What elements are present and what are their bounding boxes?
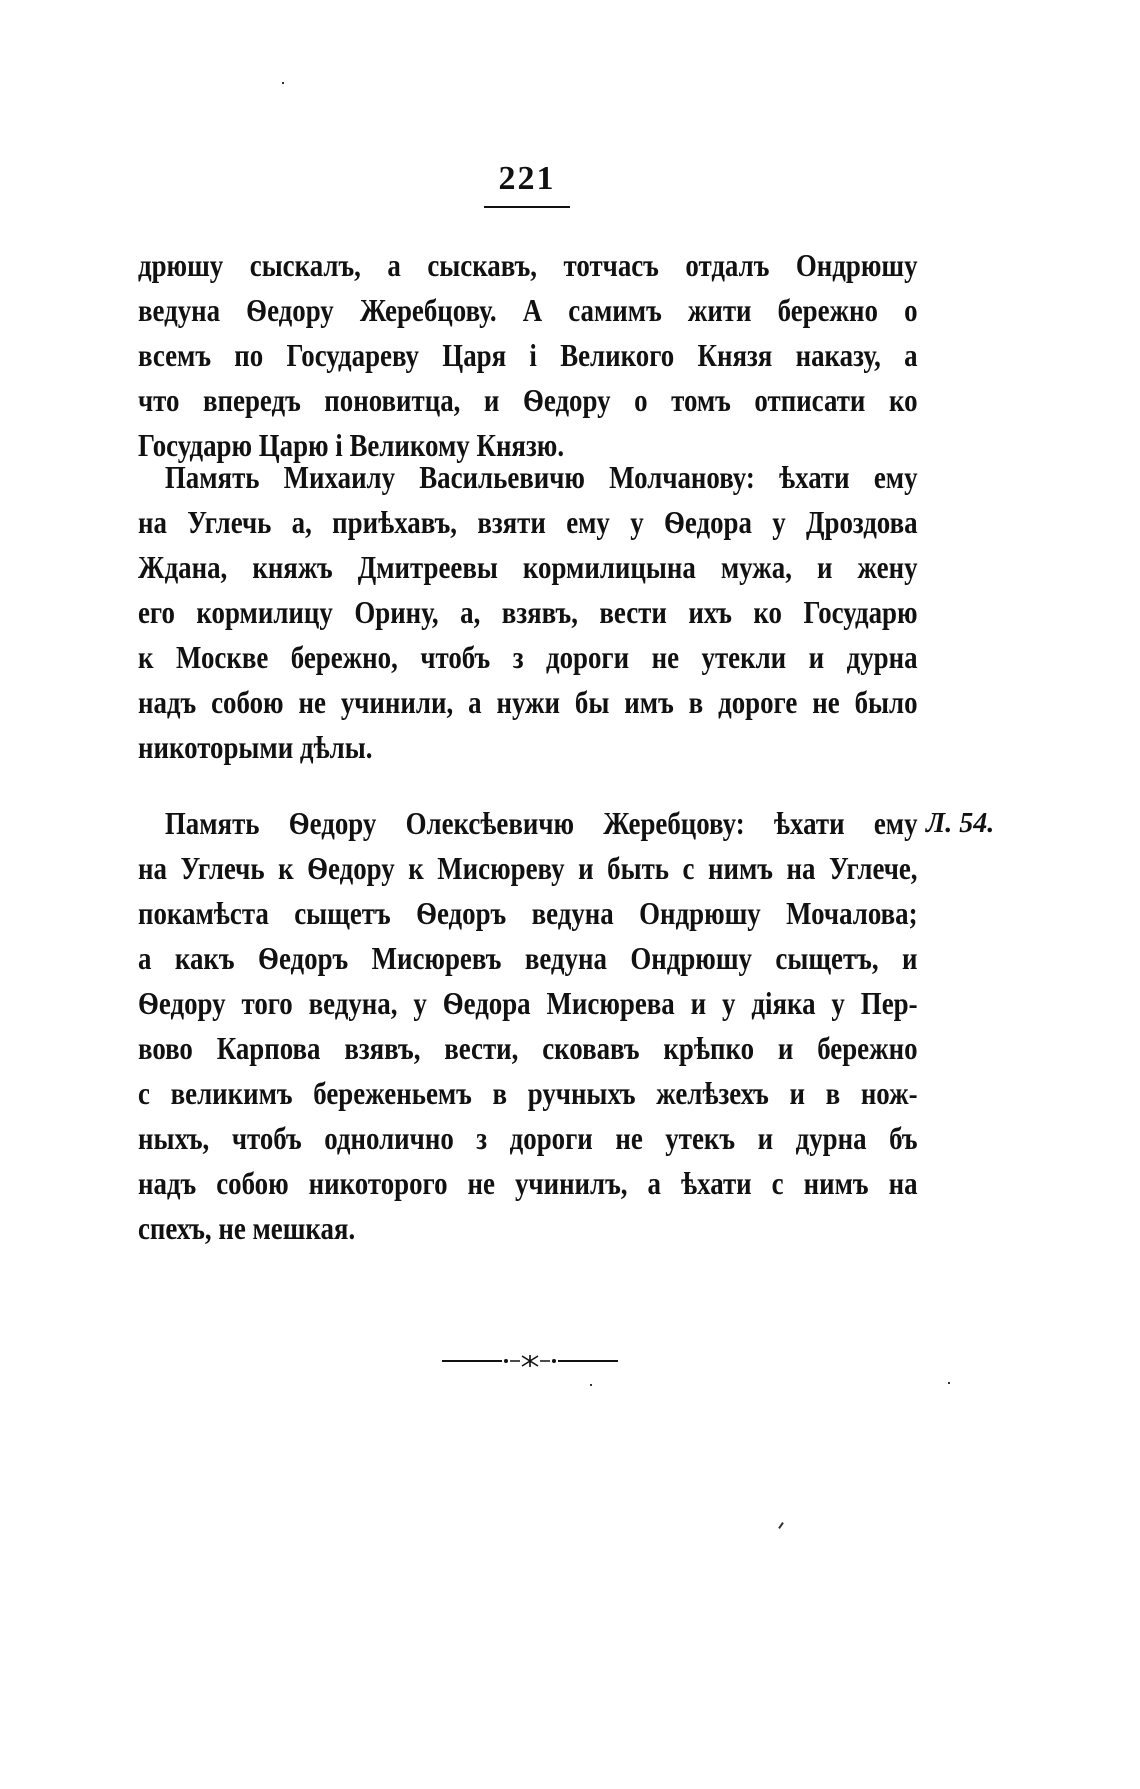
paragraph-2 (138, 455, 918, 770)
text-line: на Углечь а, приѣхавъ, взяти ему у Ѳедора у Дроздова (138, 504, 918, 540)
text-line: Ждана, княжъ Дмитреевы кормилицына мужа, и жену (138, 549, 918, 585)
speck-mark (590, 1384, 592, 1386)
speck-mark (282, 82, 284, 84)
text-line: никоторыми дѣлы. (138, 729, 373, 765)
paragraph-3 (138, 801, 918, 1251)
text-line: надъ собою никоторого не учинилъ, а ѣхати с нимъ на (138, 1165, 918, 1201)
text-line: на Углечь к Ѳедору к Мисюреву и быть с нимъ на Углече, (138, 850, 918, 886)
section-end-ornament (440, 1354, 620, 1368)
text-line: Память Михаилу Васильевичю Молчанову: ѣхати ему (164, 459, 918, 495)
text-line: ныхъ, чтобъ одноличнo з дороги не утекъ и дурна бъ (138, 1120, 918, 1156)
paragraph-1 (138, 243, 918, 468)
text-line: к Москве бережно, чтобъ з дороги не утекли и дурна (138, 639, 918, 675)
text-line: Государю Царю і Великому Князю. (138, 427, 565, 463)
text-line: его кормилицу Орину, а, взявъ, вести ихъ ко Государю (138, 594, 918, 630)
text-line: а какъ Ѳедоръ Мисюревъ ведуна Ондрюшу сыщетъ, и (138, 940, 918, 976)
text-line: Ѳедору того ведуна, у Ѳедора Мисюрева и у діяка у Пер- (138, 985, 918, 1021)
text-line: Память Ѳедору Олексѣевичю Жеребцову: ѣхати ему (164, 805, 918, 841)
text-line: покамѣста сыщетъ Ѳедоръ ведуна Ондрюшу Мочалова; (138, 895, 918, 931)
text-line: спехъ, не мешкая. (138, 1210, 356, 1246)
text-line: вово Карпова взявъ, вести, сковавъ крѣпко и бережно (138, 1030, 918, 1066)
text-line: что впередъ поновитца, и Ѳедору о томъ отписати ко (138, 382, 918, 418)
text-line: ведуна Ѳедору Жеребцову. А самимъ жити бережно о (138, 292, 918, 328)
speck-mark (948, 1382, 950, 1384)
margin-folio-note: Л. 54. (926, 808, 995, 839)
page-number: 221 (498, 160, 556, 197)
speck-mark (778, 1522, 784, 1529)
text-line: с великимъ береженьемъ в ручныхъ желѣзехъ и в нож- (138, 1075, 918, 1111)
text-line: дрюшу сыскалъ, а сыскавъ, тотчасъ отдалъ Ондрюшу (138, 247, 918, 283)
text-line: надъ собою не учинили, а нужи бы имъ в дороге не было (138, 684, 918, 720)
page-number-rule (484, 206, 570, 208)
text-line: всемъ по Государеву Царя і Великого Князя наказу, а (138, 337, 918, 373)
